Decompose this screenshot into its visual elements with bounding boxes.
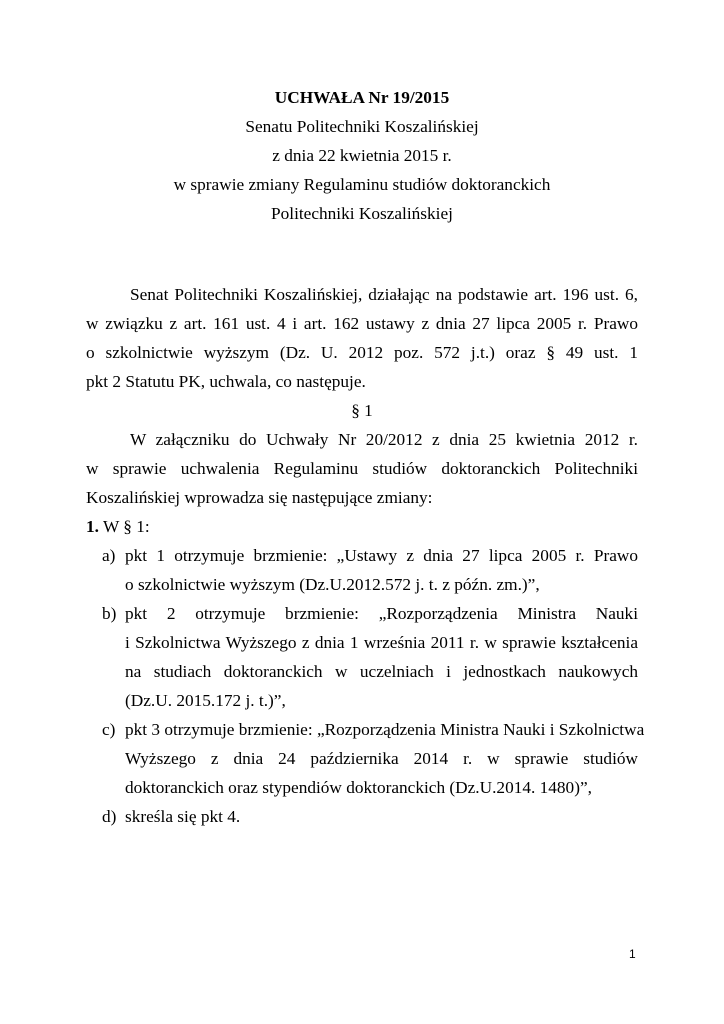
item-line: doktoranckich oraz stypendiów doktoranckich (Dz.U.2014. 1480)”, xyxy=(125,778,592,797)
item-line: pkt 2 otrzymuje brzmienie: „Rozporządzenia Ministra Nauki xyxy=(125,604,638,623)
item-line: pkt 3 otrzymuje brzmienie: „Rozporządzenia Ministra Nauki i Szkolnictwa xyxy=(125,720,645,739)
point-1 xyxy=(86,517,150,537)
preamble-line: Senat Politechniki Koszalińskiej, działając na podstawie art. 196 ust. 6, xyxy=(130,285,638,304)
item-label: d) xyxy=(102,807,117,826)
section-heading: § 1 xyxy=(351,401,373,420)
item-label: c) xyxy=(102,720,116,739)
subject-line-1: w sprawie zmiany Regulaminu studiów doktoranckich xyxy=(173,175,551,194)
point-number: 1. xyxy=(86,517,99,536)
item-label: b) xyxy=(102,604,117,623)
point-text: W § 1: xyxy=(102,517,150,536)
date-line: z dnia 22 kwietnia 2015 r. xyxy=(272,146,452,165)
item-line: o szkolnictwie wyższym (Dz.U.2012.572 j. t. z późn. zm.)”, xyxy=(125,575,540,594)
preamble-line: w związku z art. 161 ust. 4 i art. 162 ustawy z dnia 27 lipca 2005 r. Prawo xyxy=(86,314,638,333)
intro-line: w sprawie uchwalenia Regulaminu studiów doktoranckich Politechniki xyxy=(86,459,638,478)
page-number: 1 xyxy=(629,947,636,961)
item-line: Wyższego z dnia 24 października 2014 r. w sprawie studiów xyxy=(125,749,638,768)
subject-line-2: Politechniki Koszalińskiej xyxy=(271,204,453,223)
resolution-title: UCHWAŁA Nr 19/2015 xyxy=(274,88,450,107)
item-line: i Szkolnictwa Wyższego z dnia 1 września 2011 r. w sprawie kształcenia xyxy=(125,633,638,652)
intro-line: Koszalińskiej wprowadza się następujące zmiany: xyxy=(86,488,433,507)
item-line: skreśla się pkt 4. xyxy=(125,807,241,826)
preamble-line: pkt 2 Statutu PK, uchwala, co następuje. xyxy=(86,372,366,391)
item-line: pkt 1 otrzymuje brzmienie: „Ustawy z dnia 27 lipca 2005 r. Prawo xyxy=(125,546,638,565)
item-label: a) xyxy=(102,546,116,565)
issuer-line: Senatu Politechniki Koszalińskiej xyxy=(245,117,479,136)
item-line: na studiach doktoranckich w uczelniach i jednostkach naukowych xyxy=(125,662,638,681)
item-line: (Dz.U. 2015.172 j. t.)”, xyxy=(125,691,286,710)
preamble-line: o szkolnictwie wyższym (Dz. U. 2012 poz. 572 j.t.) oraz § 49 ust. 1 xyxy=(86,343,638,362)
intro-line: W załączniku do Uchwały Nr 20/2012 z dnia 25 kwietnia 2012 r. xyxy=(130,430,638,449)
